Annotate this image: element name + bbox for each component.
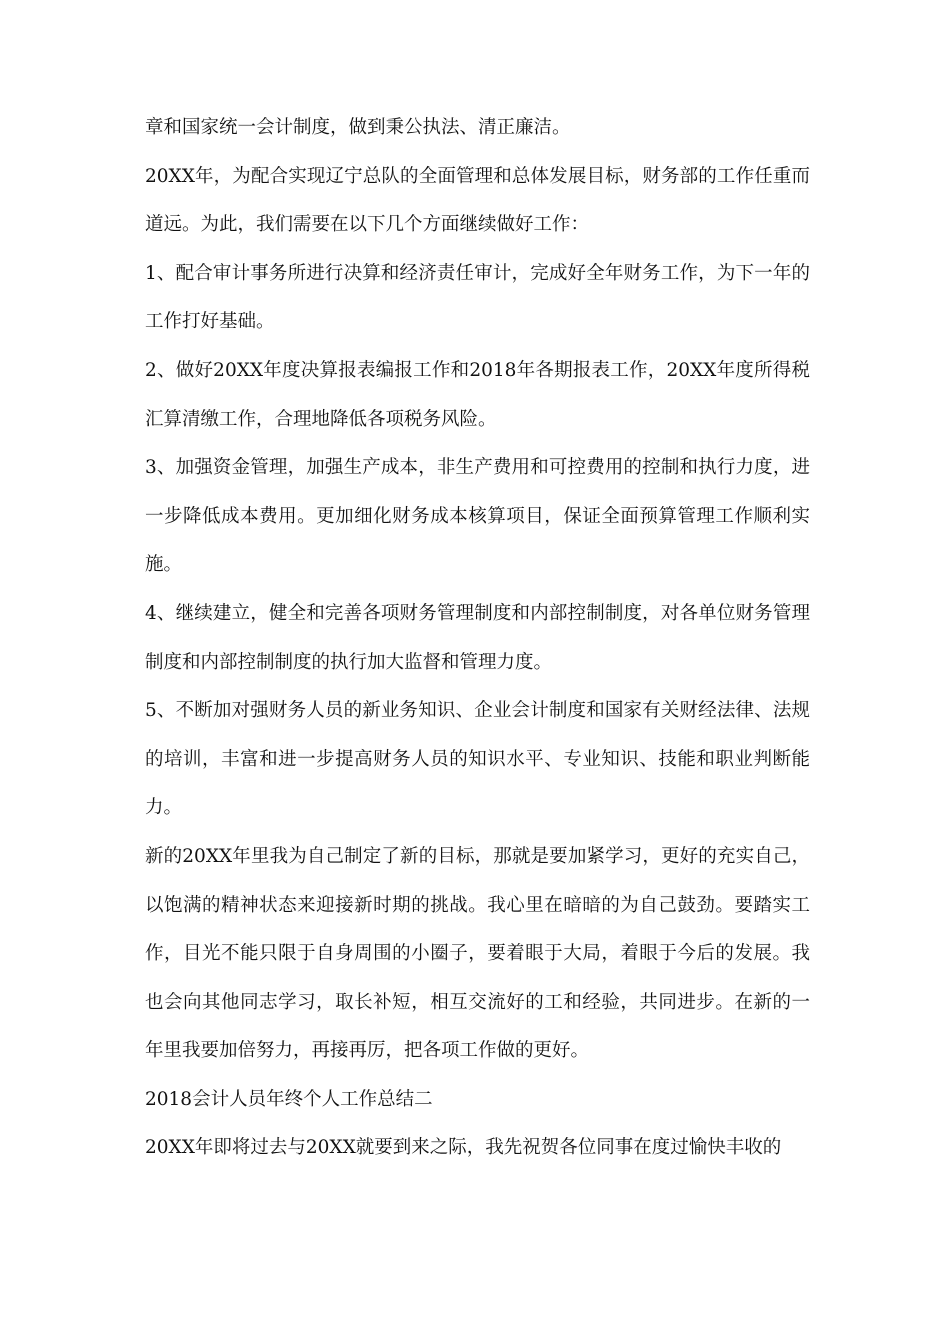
paragraph-item-5: 5、不断加对强财务人员的新业务知识、企业会计制度和国家有关财经法律、法规的培训，丰富和进一步提高财务人员的知识水平、专业知识、技能和职业判断能力。 (145, 700, 810, 819)
paragraph-continuation: 章和国家统一会计制度，做到秉公执法、清正廉洁。 (145, 117, 571, 138)
paragraph-item-1: 1、配合审计事务所进行决算和经济责任审计，完成好全年财务工作，为下一年的工作打好基础。 (145, 262, 810, 333)
section-heading: 2018会计人员年终个人工作总结二 (145, 1088, 433, 1110)
paragraph-item-4: 4、继续建立，健全和完善各项财务管理制度和内部控制制度，对各单位财务管理制度和内部控制制度的执行加大监督和管理力度。 (145, 602, 810, 673)
paragraph-new-year-goals: 新的20XX年里我为自己制定了新的目标，那就是要加紧学习，更好的充实自己，以饱满的精神状态来迎接新时期的挑战。我心里在暗暗的为自己鼓劲。要踏实工作，目光不能只限于自身周围的小圈子，要着眼于大局，着眼于今后的发展。我也会向其他同志学习，取长补短，相互交流好的工和经验，共同进步。在新的一年里我要加倍努力，再接再厉，把各项工作做的更好。 (145, 845, 810, 1062)
paragraph-item-2: 2、做好20XX年度决算报表编报工作和2018年各期报表工作，20XX年度所得税汇算清缴工作，合理地降低各项税务风险。 (145, 359, 810, 430)
paragraph-section-two-start: 20XX年即将过去与20XX就要到来之际，我先祝贺各位同事在度过愉快丰收的 (145, 1137, 782, 1159)
paragraph-item-3: 3、加强资金管理，加强生产成本，非生产费用和可控费用的控制和执行力度，进一步降低成本费用。更加细化财务成本核算项目，保证全面预算管理工作顺利实施。 (145, 457, 810, 576)
document-body (145, 104, 810, 1173)
paragraph-intro-goals: 20XX年，为配合实现辽宁总队的全面管理和总体发展目标，财务部的工作任重而道远。为此，我们需要在以下几个方面继续做好工作： (145, 165, 810, 236)
